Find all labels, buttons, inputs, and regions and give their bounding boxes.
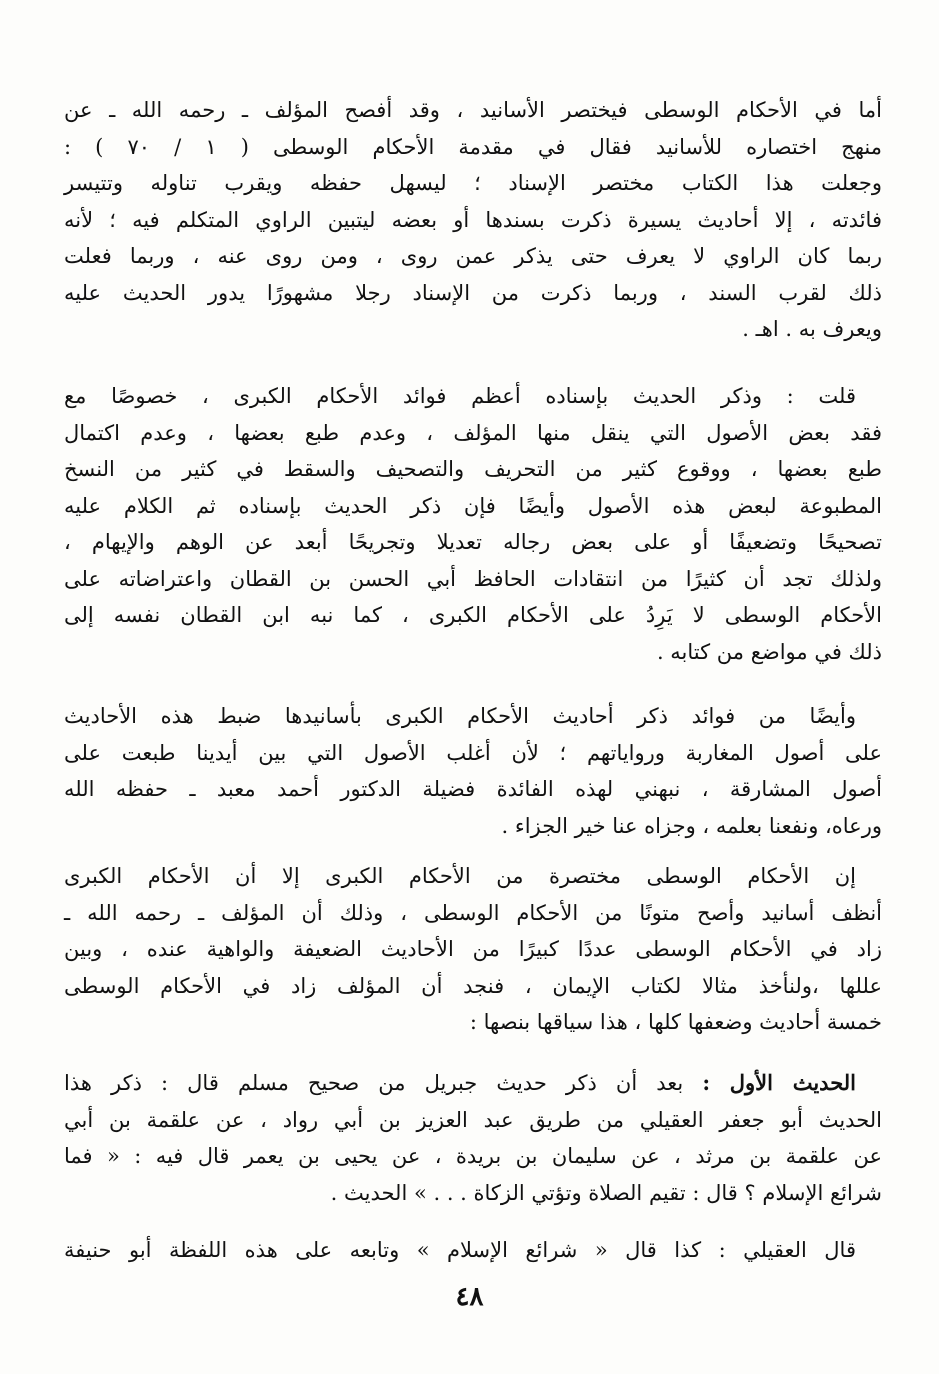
paragraph-2 [64, 378, 882, 670]
text-segment: بعد أن ذكر حديث جبريل من صحيح مسلم قال : ذكر هذا [64, 1071, 684, 1095]
text-line: الحديث أبو جعفر العقيلي من طريق عبد العزيز بن أبي رواد ، عن علقمة بن أبي [64, 1107, 882, 1132]
text-line: ولذلك تجد أن كثيرًا من انتقادات الحافظ أبي الحسن بن القطان واعتراضاته على [64, 566, 882, 591]
text-line: فائدته ، إلا أحاديث يسيرة ذكرت بسندها أو بعضه ليتبين الراوي المتكلم فيه ؛ لأنه [64, 207, 882, 232]
text-line: طبع بعضها ، ووقوع كثير من التحريف والتصحيف والسقط في كثير من النسخ [64, 457, 882, 481]
text-line: تصحيحًا وتضعيفًا أو على بعض رجاله تعديلا وتجريحًا أبعد عن الوهم والإيهام ، [64, 530, 882, 554]
text-line: زاد في الأحكام الوسطى عددًا كبيرًا من الأحاديث الضعيفة والواهية عنده ، وبين [64, 937, 882, 961]
text-line: قال العقيلي : كذا قال « شرائع الإسلام » وتابعه على هذه اللفظة أبو حنيفة [64, 1238, 856, 1262]
hadith-heading: الحديث الأول : [702, 1070, 856, 1095]
text-line: خمسة أحاديث وضعفها كلها ، هذا سياقها بنصها : [469, 1010, 882, 1034]
text-line: عللها ،ولنأخذ مثالا لكتاب الإيمان ، فنجد أن المؤلف زاد في الأحكام الوسطى [64, 973, 882, 998]
text-line: الأحكام الوسطى لا يَرِدُ على الأحكام الكبرى ، كما نبه ابن القطان نفسه إلى [64, 603, 882, 627]
paragraph-6 [64, 1232, 882, 1269]
paragraph-1 [64, 92, 882, 348]
text-line: ويعرف به . اهـ . [742, 317, 882, 341]
text-line: فقد بعض الأصول التي ينقل منها المؤلف ، وعدم طبع بعضها ، وعدم اكتمال [64, 420, 882, 445]
text-line: قلت : وذكر الحديث بإسناده أعظم فوائد الأحكام الكبرى ، خصوصًا مع [64, 384, 856, 408]
paragraph-5 [64, 1065, 882, 1211]
paragraph-4 [64, 858, 882, 1041]
text-line: ذلك لقرب السند ، وربما ذكرت من الإسناد رجلا مشهورًا يدور الحديث عليه [64, 280, 882, 305]
text-line: شرائع الإسلام ؟ قال : تقيم الصلاة وتؤتي الزكاة . . . » الحديث . [330, 1180, 882, 1205]
text-line: ورعاه، ونفعنا بعلمه ، وجزاه عنا خير الجزاء . [501, 813, 882, 838]
text-line: وأيضًا من فوائد ذكر أحاديث الأحكام الكبرى بأسانيدها ضبط هذه الأحاديث [64, 704, 856, 728]
text-line: عن علقمة بن مرثد ، عن سليمان بن بريدة ، عن يحيى بن يعمر قال فيه : « فما [64, 1144, 882, 1168]
paragraph-3 [64, 698, 882, 844]
text-line: منهج اختصاره للأسانيد فقال في مقدمة الأحكام الوسطى ( ١ / ٧٠ ) : [64, 134, 882, 159]
text-line: ربما كان الراوي لا يعرف حتى يذكر عمن روى ، ومن روى عنه ، وربما فعلت [64, 244, 882, 268]
text-line: أنظف أسانيد وأصح متونًا من الأحكام الوسطى ، وذلك أن المؤلف ـ رحمه الله ـ [64, 900, 882, 925]
text-line: على أصول المغاربة ورواياتهم ؛ لأن أغلب الأصول التي بين أيدينا طبعت على [64, 740, 882, 765]
page-number: ٤٨ [455, 1282, 484, 1312]
text-line: أصول المشارقة ، نبهني لهذه الفائدة فضيلة الدكتور أحمد معبد ـ حفظه الله [64, 777, 882, 801]
text-line: ذلك في مواضع من كتابه . [656, 639, 882, 664]
text-line: وجعلت هذا الكتاب مختصر الإسناد ؛ ليسهل حفظه ويقرب تناوله وتتيسر [64, 171, 882, 195]
text-line: المطبوعة لبعض هذه الأصول وأيضًا فإن ذكر الحديث بإسناده ثم الكلام عليه [64, 493, 882, 518]
text-line: أما في الأحكام الوسطى فيختصر الأسانيد ، وقد أفصح المؤلف ـ رحمه الله ـ عن [64, 98, 882, 122]
text-line: إن الأحكام الوسطى مختصرة من الأحكام الكبرى إلا أن الأحكام الكبرى [64, 864, 856, 888]
text-line [64, 1065, 882, 1102]
